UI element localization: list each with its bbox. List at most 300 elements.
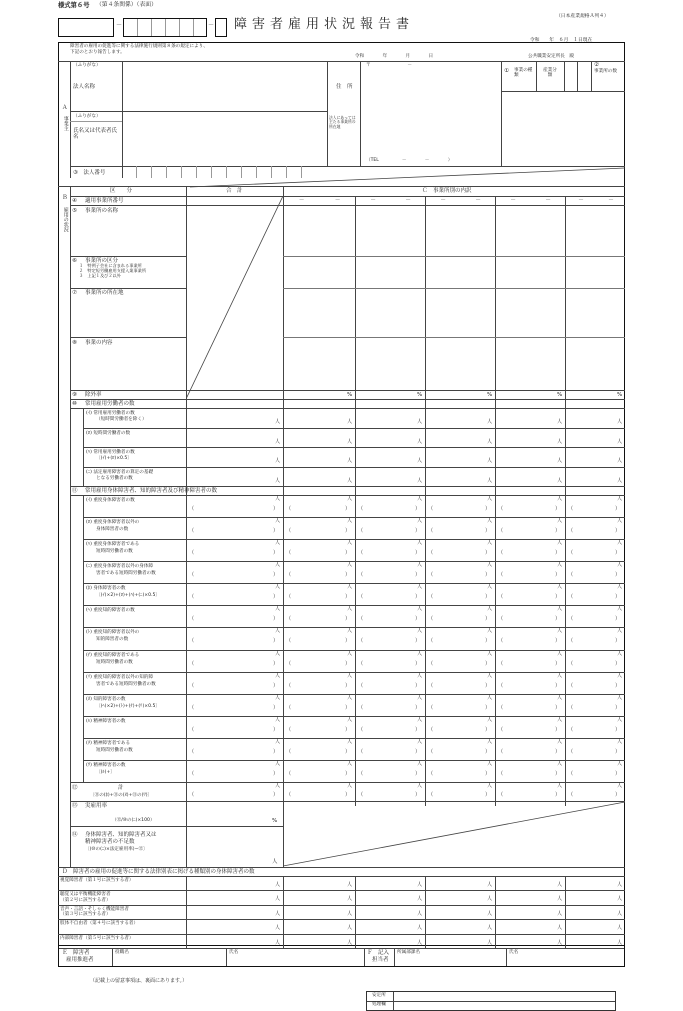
rep-name-label: 氏名又は代表者氏名 [73, 128, 118, 141]
row5-no: ⑤ [72, 208, 77, 214]
sec11-cell-input[interactable] [187, 651, 274, 671]
sec12-cell-input[interactable] [496, 783, 556, 800]
sec11-cell-input[interactable] [426, 739, 486, 759]
sec10-cell-input[interactable] [356, 468, 416, 486]
paren-open: （ [358, 682, 364, 689]
sec-d-cell-input[interactable] [566, 935, 616, 947]
sec11-cell-input[interactable] [566, 584, 616, 604]
sec10-cell-input[interactable] [566, 448, 616, 466]
sec11-cell-input[interactable] [426, 717, 486, 737]
sec11-item-label: (ﾍ) 重度知的障害者の数 [86, 608, 135, 614]
sec11-cell-input[interactable] [496, 562, 556, 582]
paren-close: ） [555, 506, 561, 512]
sec11-cell-input[interactable] [426, 628, 486, 648]
sec11-cell-input[interactable] [284, 739, 346, 759]
sec11-cell-input[interactable] [566, 651, 616, 671]
corp-name-input[interactable] [122, 61, 327, 111]
sec11-cell-input[interactable] [566, 496, 616, 516]
sec11-cell-input[interactable] [187, 606, 274, 626]
paren-close: ） [273, 792, 279, 798]
sec-d-cell-input[interactable] [426, 935, 486, 947]
preamble-line2: 下記のとおり報告します。 [70, 50, 125, 55]
person-unit: 人 [617, 419, 623, 425]
sec-d-cell-input[interactable] [284, 891, 346, 903]
sec-d-cell-input[interactable] [356, 891, 416, 903]
person-unit: 人 [617, 882, 623, 888]
section-f-label: Ｆ 記入 [367, 950, 390, 956]
row4-label: 適用事業所番号 [85, 198, 124, 204]
sec11-cell-input[interactable] [187, 695, 274, 715]
sec10-cell-input[interactable] [426, 468, 486, 486]
sec14-input[interactable] [186, 827, 283, 867]
paren-open: （ [358, 748, 364, 755]
paren-open: （ [498, 660, 504, 667]
person-unit: 人 [417, 518, 423, 525]
paren-open: （ [358, 528, 364, 535]
report-number-box-3[interactable] [215, 18, 227, 37]
sec11-cell-input[interactable] [496, 518, 556, 538]
person-unit: 人 [347, 716, 353, 723]
person-unit: 人 [275, 760, 281, 767]
sec11-cell-input[interactable] [284, 651, 346, 671]
paren-open: （ [189, 506, 195, 512]
rep-name-input[interactable] [122, 112, 327, 166]
sec11-cell-input[interactable] [356, 695, 416, 715]
person-unit: 人 [275, 694, 281, 701]
person-unit: 人 [347, 458, 353, 464]
sec12-cell-input[interactable] [566, 783, 616, 800]
sec10-cell-input[interactable] [284, 468, 346, 486]
person-unit: 人 [275, 562, 281, 569]
paren-close: ） [555, 748, 561, 755]
paren-close: ） [273, 528, 279, 535]
c-row-divider [283, 337, 625, 338]
person-unit: 人 [557, 419, 563, 425]
paren-open: （ [498, 638, 504, 645]
sec11-cell-input[interactable] [356, 562, 416, 582]
sec-d-cell-input[interactable] [426, 891, 486, 903]
paren-close: ） [415, 506, 421, 512]
sec-d-cell-input[interactable] [496, 891, 556, 903]
sec13-label: 実雇用率 [85, 803, 108, 809]
person-unit: 人 [557, 477, 563, 484]
sec10-cell-input[interactable] [566, 468, 616, 486]
sec10-cell-input[interactable] [187, 468, 274, 486]
sec11-cell-input[interactable] [426, 651, 486, 671]
sec10-cell-input[interactable] [426, 448, 486, 466]
sec-d-cell-input[interactable] [284, 920, 346, 932]
sec11-cell-input[interactable] [496, 717, 556, 737]
person-unit: 人 [275, 496, 281, 502]
paren-open: （ [428, 528, 434, 535]
row5-label: 事業所の名称 [85, 208, 119, 214]
sec11-cell-input[interactable] [566, 540, 616, 560]
sec11-cell-input[interactable] [356, 761, 416, 781]
row6-no: ⑥ [72, 258, 77, 264]
sec-d-cell-input[interactable] [187, 920, 274, 932]
paren-open: （ [358, 616, 364, 623]
paren-close: ） [555, 770, 561, 777]
person-unit: 人 [275, 518, 281, 525]
person-unit: 人 [347, 650, 353, 657]
sec11-item-label: (ﾛ) 重度身体障害者以外の [86, 520, 140, 526]
sec10-cell-input[interactable] [426, 429, 486, 447]
sec-d-cell-input[interactable] [284, 877, 346, 889]
sec11-label: 常用雇用身体障害者、知的障害者及び精神障害者の数 [85, 488, 218, 494]
sec11-cell-input[interactable] [356, 606, 416, 626]
person-unit: 人 [617, 783, 623, 789]
paren-open: （ [428, 660, 434, 667]
paren-close: ） [485, 550, 491, 557]
sec10-cell-input[interactable] [284, 448, 346, 466]
person-unit: 人 [417, 419, 423, 425]
office-detail-input[interactable] [356, 206, 424, 390]
sec11-cell-input[interactable] [426, 695, 486, 715]
sec-d-cell-input[interactable] [496, 920, 556, 932]
paren-open: （ [498, 572, 504, 579]
postal-label[interactable]: 〒 － [366, 63, 412, 68]
paren-open: （ [568, 550, 574, 557]
paren-open: （ [358, 550, 364, 557]
sec11-cell-input[interactable] [496, 606, 556, 626]
sec14-label3: 〔(⑩の(ﾆ)×法定雇用率)−⑫〕 [85, 847, 148, 852]
sec12-cell-input[interactable] [284, 783, 346, 800]
person-unit: 人 [487, 540, 493, 547]
paren-open: （ [286, 704, 292, 711]
sec11-cell-input[interactable] [566, 606, 616, 626]
sec11-cell-input[interactable] [356, 739, 416, 759]
sec-d-cell-input[interactable] [187, 906, 274, 918]
paren-open: （ [428, 616, 434, 623]
person-unit: 人 [487, 694, 493, 701]
sec13-input[interactable] [186, 802, 283, 826]
paren-open: （ [358, 660, 364, 667]
sec11-cell-input[interactable] [496, 651, 556, 671]
sec-d-cell-input[interactable] [426, 920, 486, 932]
paren-close: ） [555, 616, 561, 623]
sec10-cell-input[interactable] [284, 409, 346, 427]
paren-close: ） [345, 528, 351, 535]
paren-close: ） [345, 616, 351, 623]
sec11-cell-input[interactable] [284, 628, 346, 648]
sec-d-cell-input[interactable] [356, 906, 416, 918]
sec11-item-label: (ﾇ) 知的障害者の数 [86, 696, 126, 702]
sec11-cell-input[interactable] [496, 761, 556, 781]
kubun-item-3: ３ 上記１及び２以外 [79, 273, 121, 278]
sec10-cell-input[interactable] [356, 448, 416, 466]
sec11-cell-input[interactable] [284, 540, 346, 560]
paren-open: （ [568, 704, 574, 711]
person-unit: 人 [275, 584, 281, 591]
paren-open: （ [189, 792, 195, 798]
sec11-item-sub: 〔(ﾙ)+〕 [96, 769, 115, 775]
sec10-cell-input[interactable] [566, 409, 616, 427]
paren-open: （ [286, 660, 292, 667]
paren-open: （ [498, 726, 504, 733]
office-detail-input[interactable] [284, 206, 354, 390]
sec11-cell-input[interactable] [356, 496, 416, 516]
sec11-item-label: (ﾜ) 精神障害者の数 [86, 762, 126, 768]
paren-close: ） [615, 550, 621, 557]
sec11-cell-input[interactable] [187, 761, 274, 781]
sec10-no: ⑩ [72, 401, 77, 407]
paren-close: ） [345, 748, 351, 755]
sec11-cell-input[interactable] [496, 628, 556, 648]
sec10-item-sub: 〔(ｲ)+(ﾛ)×0.5〕 [96, 456, 132, 461]
preamble-date[interactable]: 令和 年 月 日 [355, 54, 434, 59]
sec10-cell-input[interactable] [187, 429, 274, 447]
sec11-cell-input[interactable] [356, 717, 416, 737]
sec11-cell-input[interactable] [566, 673, 616, 693]
sec11-cell-input[interactable] [187, 628, 274, 648]
sec11-cell-input[interactable] [426, 606, 486, 626]
sec11-cell-input[interactable] [284, 496, 346, 516]
office-label-2: 処理欄 [372, 1002, 386, 1007]
sec11-cell-input[interactable] [284, 673, 346, 693]
sec11-cell-input[interactable] [496, 673, 556, 693]
paren-open: （ [568, 638, 574, 645]
sec11-cell-input[interactable] [496, 496, 556, 516]
sec11-cell-input[interactable] [426, 673, 486, 693]
report-number-box-1[interactable] [58, 18, 114, 37]
paren-open: （ [286, 792, 292, 798]
sec11-cell-input[interactable] [426, 518, 486, 538]
sec10-cell-input[interactable] [496, 429, 556, 447]
person-unit: 人 [617, 628, 623, 635]
section-f-label2: 担当者 [372, 957, 389, 963]
row8-label: 事業の内容 [85, 340, 113, 346]
person-unit: 人 [275, 672, 281, 679]
sec11-cell-input[interactable] [566, 628, 616, 648]
sec11-cell-input[interactable] [187, 540, 274, 560]
exclusion-rate-unit: % [417, 392, 423, 398]
paren-close: ） [273, 704, 279, 711]
person-unit: 人 [347, 496, 353, 502]
sec10-cell-input[interactable] [187, 409, 274, 427]
sec11-cell-input[interactable] [356, 540, 416, 560]
row4-dash: － [370, 198, 376, 204]
sec11-cell-input[interactable] [284, 695, 346, 715]
corp-name-label: 法人名称 [73, 84, 96, 90]
sec11-cell-input[interactable] [187, 673, 274, 693]
sec-d-cell-input[interactable] [187, 935, 274, 947]
person-unit: 人 [557, 496, 563, 502]
person-unit: 人 [557, 518, 563, 525]
sec11-cell-input[interactable] [284, 606, 346, 626]
person-unit: 人 [557, 939, 563, 946]
person-unit: 人 [347, 783, 353, 789]
paren-open: （ [498, 748, 504, 755]
sec11-cell-input[interactable] [284, 584, 346, 604]
ef-frame [58, 946, 625, 967]
person-unit: 人 [347, 518, 353, 525]
sec11-cell-input[interactable] [356, 518, 416, 538]
paren-close: ） [345, 770, 351, 777]
person-unit: 人 [557, 628, 563, 635]
sec12-label: 計 [118, 785, 124, 791]
sec-d-cell-input[interactable] [566, 877, 616, 889]
person-unit: 人 [487, 628, 493, 635]
person-unit: 人 [557, 910, 563, 917]
sec-d-cell-input[interactable] [496, 906, 556, 918]
section-e-label2: 雇用推進者 [66, 957, 94, 963]
sec11-cell-input[interactable] [284, 518, 346, 538]
sec11-cell-input[interactable] [187, 739, 274, 759]
sec-d-cell-input[interactable] [284, 935, 346, 947]
person-unit: 人 [557, 438, 563, 445]
paren-open: （ [189, 572, 195, 579]
section-a-label: Ａ [62, 105, 68, 111]
person-unit: 人 [617, 939, 623, 946]
sec11-cell-input[interactable] [566, 518, 616, 538]
sec11-item-label: (ﾄ) 重度知的障害者以外の [86, 630, 140, 636]
person-unit: 人 [487, 896, 493, 903]
person-unit: 人 [557, 738, 563, 745]
sec10-cell-input[interactable] [566, 429, 616, 447]
address-input[interactable] [361, 68, 501, 153]
sec11-cell-input[interactable] [496, 739, 556, 759]
sec-d-cell-input[interactable] [356, 920, 416, 932]
sec11-cell-input[interactable] [356, 651, 416, 671]
paren-close: ） [415, 792, 421, 798]
sec-d-cell-input[interactable] [426, 877, 486, 889]
sec10-cell-input[interactable] [426, 409, 486, 427]
kubun-item-1: １ 特例子会社に含まれる事業所 [79, 263, 142, 268]
tel-field[interactable]: （TEL － － ） [366, 158, 453, 163]
section-e-label: Ｅ 障害者 [62, 950, 90, 956]
sec11-cell-input[interactable] [187, 518, 274, 538]
sec11-cell-input[interactable] [356, 628, 416, 648]
paren-close: ） [615, 506, 621, 512]
sec11-cell-input[interactable] [187, 717, 274, 737]
paren-open: （ [428, 550, 434, 557]
paren-open: （ [498, 770, 504, 777]
person-unit: 人 [417, 738, 423, 745]
paren-close: ） [415, 704, 421, 711]
person-unit: 人 [417, 584, 423, 591]
sec11-cell-input[interactable] [284, 717, 346, 737]
industry-class-input-2[interactable] [578, 62, 590, 90]
sec12-cell-input[interactable] [356, 783, 416, 800]
paren-open: （ [286, 748, 292, 755]
office-detail-input[interactable] [426, 206, 494, 390]
section-f-dept: 所属部課名 [397, 950, 420, 955]
paren-close: ） [555, 704, 561, 711]
sec11-cell-input[interactable] [426, 761, 486, 781]
paren-open: （ [286, 616, 292, 623]
person-unit: 人 [347, 540, 353, 547]
sec12-cell-input[interactable] [187, 783, 274, 800]
paren-open: （ [498, 616, 504, 623]
person-unit: 人 [487, 738, 493, 745]
sec10-cell-input[interactable] [356, 409, 416, 427]
paren-open: （ [189, 704, 195, 711]
paren-open: （ [568, 792, 574, 798]
sec11-cell-input[interactable] [426, 540, 486, 560]
sec-d-cell-input[interactable] [187, 891, 274, 903]
sec-d-cell-input[interactable] [566, 906, 616, 918]
sec-d-cell-input[interactable] [356, 877, 416, 889]
person-unit: 人 [417, 540, 423, 547]
sec11-item-label: (ﾁ) 重度知的障害者である [86, 652, 140, 658]
sec11-cell-input[interactable] [496, 695, 556, 715]
sec10-cell-input[interactable] [356, 429, 416, 447]
sec10-cell-input[interactable] [496, 468, 556, 486]
sec-d-cell-input[interactable] [284, 906, 346, 918]
person-unit: 人 [487, 419, 493, 425]
sec-d-cell-input[interactable] [566, 891, 616, 903]
sec11-cell-input[interactable] [187, 584, 274, 604]
person-unit: 人 [417, 458, 423, 464]
person-unit: 人 [557, 562, 563, 569]
sec11-cell-input[interactable] [566, 739, 616, 759]
sec-d-cell-input[interactable] [356, 935, 416, 947]
sec10-cell-input[interactable] [284, 429, 346, 447]
sec10-cell-input[interactable] [496, 448, 556, 466]
industry-class-input-1[interactable] [565, 62, 576, 90]
sec11-cell-input[interactable] [496, 584, 556, 604]
sec-d-cell-input[interactable] [496, 877, 556, 889]
sec-d-cell-input[interactable] [187, 877, 274, 889]
sec11-cell-input[interactable] [187, 562, 274, 582]
sec12-cell-input[interactable] [426, 783, 486, 800]
paren-open: （ [568, 660, 574, 667]
sec11-cell-input[interactable] [356, 584, 416, 604]
sec11-cell-input[interactable] [496, 540, 556, 560]
paren-close: ） [615, 748, 621, 755]
office-detail-input[interactable] [566, 206, 624, 390]
sec10-item-label: (ﾆ) 法定雇用障害者の算定の基礎 [86, 469, 154, 475]
sec11-cell-input[interactable] [566, 761, 616, 781]
sec10-cell-input[interactable] [187, 448, 274, 466]
sec11-cell-input[interactable] [356, 673, 416, 693]
sec-d-cell-input[interactable] [496, 935, 556, 947]
sec11-cell-input[interactable] [566, 562, 616, 582]
paren-open: （ [189, 528, 195, 535]
sec11-item-label: (ﾎ) 身体障害者の数 [86, 586, 126, 592]
paren-close: ） [485, 594, 491, 601]
report-number-box-2[interactable] [123, 18, 207, 37]
paren-close: ） [615, 726, 621, 733]
sec11-cell-input[interactable] [284, 562, 346, 582]
sec11-cell-input[interactable] [566, 717, 616, 737]
person-unit: 人 [557, 925, 563, 932]
person-unit: 人 [487, 925, 493, 932]
person-unit: 人 [417, 672, 423, 679]
sec10-cell-input[interactable] [496, 409, 556, 427]
sec11-cell-input[interactable] [426, 562, 486, 582]
sec11-cell-input[interactable] [187, 496, 274, 516]
paren-open: （ [286, 770, 292, 777]
person-unit: 人 [617, 496, 623, 502]
industry-no: ① [504, 68, 509, 74]
sec11-cell-input[interactable] [566, 695, 616, 715]
sec-d-cell-input[interactable] [426, 906, 486, 918]
sec11-cell-input[interactable] [426, 496, 486, 516]
paren-open: （ [286, 726, 292, 733]
person-unit: 人 [417, 783, 423, 789]
sec11-cell-input[interactable] [426, 584, 486, 604]
person-unit: 人 [347, 882, 353, 888]
paren-open: （ [428, 770, 434, 777]
paren-open: （ [189, 660, 195, 667]
sec11-cell-input[interactable] [284, 761, 346, 781]
person-unit: 人 [557, 540, 563, 547]
paren-open: （ [189, 682, 195, 689]
office-detail-input[interactable] [496, 206, 564, 390]
paren-close: ） [415, 770, 421, 777]
sec-d-cell-input[interactable] [566, 920, 616, 932]
